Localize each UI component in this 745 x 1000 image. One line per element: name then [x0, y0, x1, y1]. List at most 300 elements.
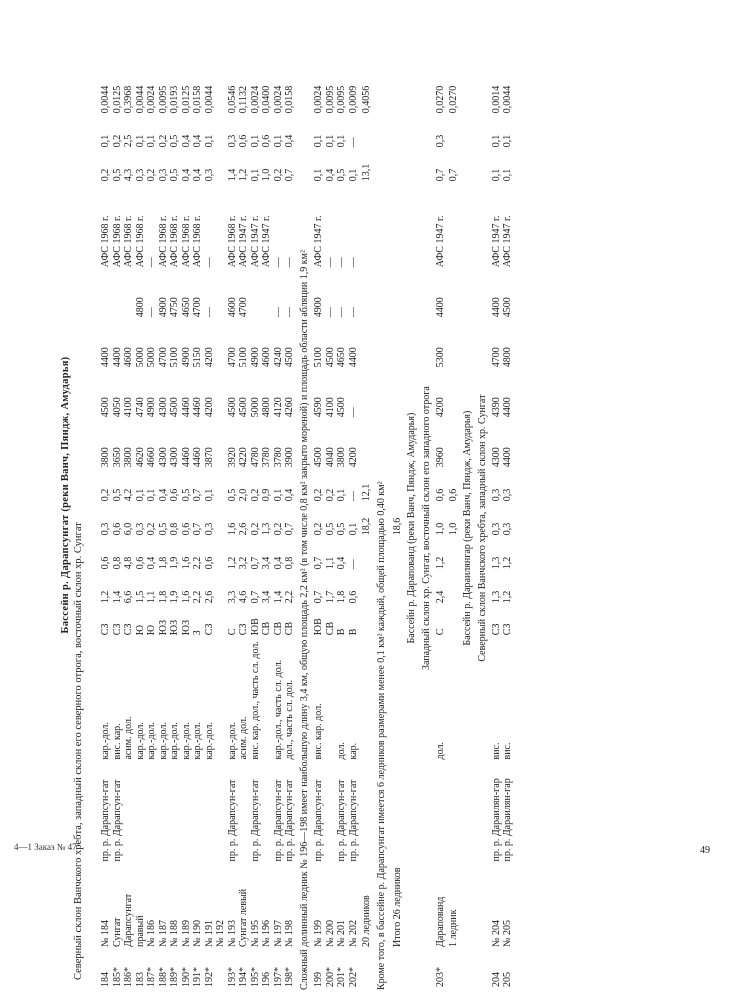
cell-z2: 0,1: [100, 134, 111, 148]
cell-no: 203*: [434, 967, 446, 987]
cell-no: 185*: [111, 967, 123, 987]
cell-exp: ЮВ СВ: [313, 618, 336, 636]
cell-trib: пр. р. Дарапсун-гат: [313, 779, 324, 862]
cell-f1: 3,2: [238, 556, 249, 570]
sum-trib: [359, 763, 373, 865]
page-number: 49: [700, 845, 710, 856]
cell-type: асим. дол.: [123, 716, 134, 760]
cell-l: 1,4: [272, 590, 284, 604]
sum-h1: [446, 420, 460, 470]
cell-exp: ЮВ СВ: [249, 618, 272, 636]
sum-name: 1 ледник: [448, 909, 459, 947]
cell-src: АФС 1947 г.: [502, 215, 513, 268]
sum-exp: [446, 606, 460, 638]
cell-m: 0,1132: [238, 86, 249, 114]
cell-no: 198*: [284, 967, 295, 987]
cell-src: —: [336, 257, 347, 268]
cell-f3: 0,3: [502, 488, 513, 502]
cell-exp: С: [434, 628, 446, 636]
cell-trib: пр. р. Дарапсун-гат: [226, 779, 238, 862]
cell-h1: 3960: [434, 447, 446, 468]
cell-h2: 4500: [336, 397, 347, 418]
summary-row: [446, 66, 460, 990]
cell-h4: 4700: [238, 297, 249, 318]
cell-m: 0,0270: [434, 85, 446, 114]
summary-row: [359, 66, 373, 990]
cell-f1: 1,3: [490, 556, 502, 570]
cell-trib: [238, 763, 250, 865]
cell-src: —: [347, 257, 359, 268]
sum-m: [390, 66, 404, 116]
cell-m: 0,0024 0,0095: [313, 85, 336, 114]
cell-no: 205: [502, 972, 513, 987]
cell-no: 199 200*: [313, 967, 336, 987]
cell-name: правый № 186 № 187 № 188 № 189 № 190 № 191 № 192: [134, 915, 226, 947]
sum-z1: 13,1: [361, 163, 372, 182]
cell-l: 0,7 3,4: [249, 590, 272, 604]
cell-src: —: [272, 257, 284, 268]
cell-m: 0,0044: [100, 85, 111, 114]
cell-name: № 201: [336, 919, 347, 947]
cell-l: 3,3: [226, 590, 238, 604]
cell-h2: 4500: [226, 397, 238, 418]
table-row: [135, 66, 227, 990]
cell-l: 6,6: [123, 590, 134, 604]
cell-z1: 0,1 0,4: [313, 168, 336, 182]
cell-name: № 202: [347, 919, 359, 947]
sum-f2: 1,0: [448, 522, 459, 536]
cell-h3: 4700: [490, 347, 502, 368]
cell-type: вис.: [490, 742, 502, 760]
cell-z1: 0,5: [336, 168, 347, 182]
cell-exp: СЗ: [123, 623, 134, 636]
basin-title: Бассейн р. Дарапсунгат (реки Ванч, Пяндж, Амударья): [60, 356, 71, 634]
cell-f2: 0,3 0,2 0,5 0,8 0,6 0,7 0,3: [134, 522, 215, 536]
cell-h1: 4620 4660 4300 4300 4460 4460 3870: [134, 447, 215, 468]
sum-h2: [446, 370, 460, 420]
cell-trib: пр. р. Дарапсун-гат: [249, 779, 261, 862]
cell-no: 204: [490, 972, 502, 987]
cell-l: 2,2: [284, 590, 295, 604]
cell-m: 0,0158: [284, 85, 295, 114]
cell-f1: 4,8: [123, 556, 134, 570]
cell-f1: 0,4: [336, 556, 347, 570]
order-number: 4—1 Заказ № 47: [14, 842, 77, 852]
cell-z2: 0,1: [272, 134, 284, 148]
cell-type: кар.-дол., часть сл. дол.: [272, 659, 284, 760]
cell-f3: 4,2: [123, 488, 134, 502]
cell-no: 202*: [347, 967, 359, 987]
cell-h1: 3900: [284, 447, 295, 468]
cell-type: дол.: [434, 742, 446, 760]
cell-h1: 4400: [502, 447, 513, 468]
cell-f2: 2,6: [238, 522, 249, 536]
sum-type: [390, 638, 404, 762]
cell-h4: —: [272, 307, 284, 318]
cell-h4: 4400: [490, 297, 502, 318]
note-small-glaciers: [373, 66, 391, 990]
cell-m: 0,0024: [272, 85, 284, 114]
cell-h4: [123, 270, 135, 320]
cell-type: кар.: [347, 742, 359, 760]
cell-exp: Ю Ю ЮЗ ЮЗ ЮЗ З СЗ: [134, 619, 215, 636]
cell-h2: —: [347, 407, 359, 418]
sum-z1: [390, 150, 404, 184]
sum-h2: [390, 370, 404, 420]
sum-no: [390, 950, 404, 990]
sum-type: [359, 638, 373, 762]
cell-z1: 1,2: [238, 168, 249, 182]
cell-m: 0,0009: [347, 85, 359, 114]
basin-subtitle: Северный склон Ванчского хребта, западный склон его северного отрога, восточный склон хр. Сунгат: [73, 522, 84, 980]
note-small-glaciers-text: Кроме того, в бассейне р. Дарапсунгат имеется 6 ледников размерами менее 0,1 км² каждый, общей площадью 0,40 км²: [375, 481, 387, 990]
cell-name: Дарапсунгат: [123, 893, 134, 947]
cell-f2: 0,7: [284, 522, 295, 536]
cell-h2: 4500: [238, 397, 249, 418]
cell-src: АФС 1947 г.: [490, 215, 502, 268]
cell-z1: 0,3 0,2 0,3 0,5 0,4 0,4 0,3: [134, 168, 215, 182]
sum-f1: [446, 538, 460, 572]
cell-name: № 197: [272, 919, 284, 947]
cell-h1: 4200: [347, 447, 359, 468]
cell-f2: 0,6: [111, 522, 123, 536]
cell-f2: 0,2: [272, 522, 284, 536]
cell-f3: 0,5: [111, 488, 123, 502]
cell-l: 1,2: [502, 590, 513, 604]
table-row: [491, 66, 503, 990]
cell-z2: 0,1 0,1: [313, 134, 336, 148]
basin3-title-text: Бассейн р. Дараилянгар (реки Ванч, Пяндж, Амударья): [461, 410, 473, 646]
cell-src: АФС 1947 г.: [434, 215, 446, 268]
sum-f3: 12,1: [361, 483, 372, 502]
cell-z1: 0,1 1,0: [249, 168, 272, 182]
basin3-subtitle-text: Северный склон Ванчского хребта, западный склон хр. Сунгат: [477, 394, 488, 662]
cell-z2: 0,6: [238, 134, 249, 148]
cell-z1: 0,1: [347, 168, 359, 182]
sum-h1: [359, 420, 373, 470]
sum-f1: [359, 538, 373, 572]
cell-f2: 0,3: [490, 522, 502, 536]
sum-f3: 0,6: [448, 488, 459, 502]
cell-trib: пр. р. Дарапсун-гат: [284, 779, 295, 862]
basin2-subtitle: [419, 66, 435, 990]
table-row: [112, 66, 124, 990]
cell-trib: [135, 763, 227, 865]
cell-trib: пр. р. Дарапсун-гат: [336, 779, 347, 862]
sum-l: [446, 572, 460, 606]
cell-exp: СЗ: [238, 623, 249, 636]
cell-h3: 5100 4500: [313, 347, 336, 368]
sum-src: [446, 184, 460, 270]
cell-f1: —: [347, 559, 359, 570]
cell-l: 1,4: [111, 590, 123, 604]
cell-type: вис.: [502, 742, 513, 760]
sum-f2: 18,6: [392, 517, 403, 536]
cell-h1: 3800: [123, 447, 134, 468]
cell-z1: 0,1: [490, 168, 502, 182]
cell-no: 183 187* 188* 189* 190* 191* 192*: [134, 967, 215, 987]
table-row: [348, 66, 360, 990]
cell-exp: СВ: [284, 621, 295, 636]
cell-name: № 193: [226, 919, 238, 947]
cell-h3: 5000 5000 4700 5100 4900 5150 4200: [134, 347, 215, 368]
cell-src: АФС 1968 г.: [111, 215, 123, 268]
cell-f2: 0,5: [336, 522, 347, 536]
sum-z2: [390, 116, 404, 150]
cell-z1: 0,2: [272, 168, 284, 182]
cell-h1: 4220: [238, 447, 249, 468]
cell-src: АФС 1947 г.: [238, 215, 249, 268]
cell-m: 0,0044: [502, 85, 513, 114]
cell-h4: [112, 270, 124, 320]
sum-type: [446, 638, 460, 762]
cell-h2: 4400: [502, 397, 513, 418]
cell-f3: 0,1 0,1 0,4 0,6 0,5 0,7 0,1: [134, 488, 215, 502]
cell-h4: —: [336, 307, 347, 318]
sum-trib: [390, 763, 404, 865]
cell-trib: пр. р. Дарапсун-гат: [111, 779, 123, 862]
cell-f3: 0,3: [490, 488, 502, 502]
cell-h3: 4600: [123, 347, 134, 368]
cell-exp: СЗ: [502, 623, 513, 636]
table-row: [313, 66, 336, 990]
cell-no: 194*: [238, 967, 249, 987]
sum-f3: [390, 470, 404, 504]
cell-m: 0,0014: [490, 85, 502, 114]
cell-exp: СЗ: [111, 623, 123, 636]
cell-h3: 4900 4600: [249, 347, 272, 368]
cell-src: АФС 1968 г.: [226, 215, 238, 268]
table-row: [284, 66, 296, 990]
cell-no: 186*: [123, 967, 134, 987]
cell-l: 0,7 1,7: [313, 590, 336, 604]
cell-f2: 0,2 1,3: [249, 522, 272, 536]
cell-src: АФС 1947 г. АФС 1947 г.: [249, 215, 272, 268]
cell-f3: 0,1: [336, 488, 347, 502]
cell-z2: 0,1 0,1 0,2 0,5 0,4 0,4 0,1: [134, 134, 215, 148]
basin3-title: [460, 66, 476, 990]
cell-f3: 0,5: [226, 488, 238, 502]
sum-src: [359, 184, 373, 270]
cell-h4: 4900 —: [313, 297, 336, 318]
table-row: [227, 66, 239, 990]
cell-h3: 4800: [502, 347, 513, 368]
rotated-table-area: [60, 0, 700, 990]
note-complex-glacier: [296, 66, 314, 990]
cell-l: 1,5 1,1 1,8 1,9 1,6 2,2 2,6: [134, 590, 215, 604]
sum-name: Итого 26 ледников: [392, 867, 403, 947]
cell-f1: 1,2: [434, 556, 446, 570]
cell-f1: 1,2: [502, 556, 513, 570]
table-row: [502, 66, 514, 990]
table-row: [250, 66, 273, 990]
cell-m: 0,0044 0,0024 0,0095 0,0193 0,0125 0,0158 0,0044: [134, 85, 215, 114]
sum-f1: [390, 538, 404, 572]
cell-f2: 1,0: [434, 522, 446, 536]
cell-trib: пр. р. Дарапсун-гат: [100, 779, 111, 862]
cell-trib: пр. р. Дараилян-гар: [490, 778, 502, 862]
cell-z1: 0,1: [502, 168, 513, 182]
cell-f1: 0,6: [100, 556, 111, 570]
cell-h4: 4400: [434, 297, 446, 318]
cell-h2: 4500: [100, 397, 111, 418]
cell-no: 201*: [336, 967, 347, 987]
sum-l: [359, 572, 373, 606]
cell-f3: 0,6: [434, 488, 446, 502]
cell-h4: [100, 270, 112, 320]
sum-h3: [390, 320, 404, 370]
cell-h3: 4700: [226, 347, 238, 368]
cell-no: 193*: [226, 967, 238, 987]
cell-z1: 0,7: [284, 168, 295, 182]
sum-h3: [446, 320, 460, 370]
cell-h1: 3780: [272, 447, 284, 468]
sum-h4: [446, 270, 460, 320]
cell-z2: 0,1: [490, 134, 502, 148]
sum-z2: [446, 116, 460, 150]
basin2-title: [404, 66, 420, 990]
sum-h4: [359, 270, 373, 320]
cell-name: № 184: [100, 919, 111, 947]
sum-h4: [390, 270, 404, 320]
sum-h2: [359, 370, 373, 420]
cell-f3: 2,0: [238, 488, 249, 502]
cell-h2: 4740 4900 4300 4500 4460 4460 4200: [134, 397, 215, 418]
cell-h3: 4400: [347, 347, 359, 368]
cell-f3: 0,1: [272, 488, 284, 502]
cell-m: 0,0024 0,0400: [249, 85, 272, 114]
cell-h2: 4590 4100: [313, 397, 336, 418]
cell-trib: пр. р. Дараилян-гар: [502, 778, 513, 862]
cell-f2: 0,2 0,5: [313, 522, 336, 536]
cell-h3: 5100: [238, 347, 249, 368]
cell-trib: [123, 763, 135, 865]
cell-src: АФС 1947 г. —: [313, 215, 336, 268]
cell-type: кар.-дол.: [100, 722, 111, 760]
cell-z2: —: [347, 137, 359, 148]
sum-no: [359, 950, 373, 990]
cell-z1: 0,2: [100, 168, 111, 182]
cell-h4: —: [347, 307, 359, 318]
cell-src: АФС 1968 г.: [123, 215, 134, 268]
note-complex-glacier-text: Сложный долинный ледник № 196—198 имеет наибольшую длину 3,4 км, общую площадь 2,2 км² (в том числе 0,8 км² закрыто мореной) и площадь области абляции 1,9 км²: [298, 250, 310, 990]
sum-m: 0,4056: [361, 85, 372, 114]
cell-exp: С: [226, 628, 238, 636]
table-row: [336, 66, 348, 990]
cell-type: кар.-дол. кар.-дол. кар.-дол. кар.-дол. кар.-дол. кар.-дол. кар.-дол.: [134, 722, 215, 760]
cell-src: АФС 1968 г.: [100, 215, 111, 268]
cell-exp: В: [336, 628, 347, 636]
cell-name: № 205: [502, 919, 513, 947]
sum-name: 20 ледников: [361, 895, 372, 947]
cell-f2: 0,3: [502, 522, 513, 536]
cell-m: 0,3968: [123, 85, 134, 114]
cell-h2: 4050: [111, 397, 123, 418]
cell-name: № 195 № 196: [249, 919, 272, 947]
sum-no: [446, 950, 460, 990]
cell-z1: 1,4: [226, 168, 238, 182]
cell-name: Сунгат: [111, 917, 123, 947]
cell-no: 197*: [272, 967, 284, 987]
cell-f1: 0,4: [272, 556, 284, 570]
cell-f1: 0,8: [111, 556, 123, 570]
cell-z2: 0,4: [284, 134, 295, 148]
sum-m: 0,0270: [448, 85, 459, 114]
cell-f3: —: [347, 491, 359, 502]
cell-type: вис. кар. дол., часть сл. дол.: [249, 641, 261, 760]
cell-trib: пр. р. Дарапсун-гат: [272, 779, 284, 862]
cell-l: 1,2: [100, 590, 111, 604]
table-row: [273, 66, 285, 990]
cell-f2: 6,0: [123, 522, 134, 536]
sum-h3: [359, 320, 373, 370]
cell-src: АФС 1968 г. — АФС 1968 г. АФС 1968 г. АФС 1968 г. АФС 1968 г. —: [134, 215, 215, 268]
cell-src: —: [284, 257, 295, 268]
table-row: [435, 66, 447, 990]
sum-src: [390, 184, 404, 270]
cell-type: вис. кар.: [111, 723, 123, 760]
cell-h2: 4390: [490, 397, 502, 418]
cell-h3: 4500: [284, 347, 295, 368]
cell-h1: 4300: [490, 447, 502, 468]
cell-z2: 0,1: [502, 134, 513, 148]
sum-l: [390, 572, 404, 606]
cell-f3: 0,2 0,9: [249, 488, 272, 502]
cell-name: № 199 № 200: [313, 919, 336, 947]
cell-exp: СЗ: [490, 623, 502, 636]
cell-h1: 3800: [336, 447, 347, 468]
table-row: [123, 66, 135, 990]
cell-h4: 4800 — 4900 4750 4650 4700 —: [134, 297, 215, 318]
cell-h2: 4100: [123, 397, 134, 418]
cell-h3: 4650: [336, 347, 347, 368]
cell-f1: 0,8: [284, 556, 295, 570]
cell-type: вис. кар. дол.: [313, 703, 324, 760]
cell-z2: 0,1: [336, 134, 347, 148]
cell-l: 2,4: [434, 590, 446, 604]
cell-f1: 0,7 3,4: [249, 556, 272, 570]
cell-l: 0,6: [347, 590, 359, 604]
cell-f2: 0,1: [347, 522, 359, 536]
cell-m: 0,0095: [336, 85, 347, 114]
cell-f2: 1,6: [226, 522, 238, 536]
cell-m: 0,0125: [111, 85, 123, 114]
cell-z2: 0,3: [434, 134, 446, 148]
cell-h4: [250, 270, 273, 320]
sum-trib: [446, 763, 460, 865]
cell-z2: 0,1 0,6: [249, 134, 272, 148]
table-row: [100, 66, 112, 990]
cell-no: 195* 196: [249, 967, 272, 987]
glacier-table: [100, 66, 514, 990]
sum-f2: 18,2: [361, 517, 372, 536]
sum-z2: [359, 116, 373, 150]
cell-type: дол.: [336, 742, 347, 760]
cell-h3: 4400: [111, 347, 123, 368]
cell-type: асим. дол.: [238, 716, 249, 760]
cell-f1: 0,6 0,4 1,8 1,9 1,6 2,2 0,6: [134, 556, 215, 570]
cell-trib: пр. р. Дарапсун-гат: [347, 779, 359, 862]
cell-l: 1,3: [490, 590, 502, 604]
cell-h1: 4780 3780: [249, 447, 272, 468]
cell-h2: 4200: [434, 397, 446, 418]
cell-name: Дарапованд: [434, 896, 446, 947]
cell-h1: 3650: [111, 447, 123, 468]
cell-f1: 1,2: [226, 556, 238, 570]
cell-name: Сунгат левый: [238, 888, 249, 947]
table-row: [238, 66, 250, 990]
cell-h2: 4260: [284, 397, 295, 418]
